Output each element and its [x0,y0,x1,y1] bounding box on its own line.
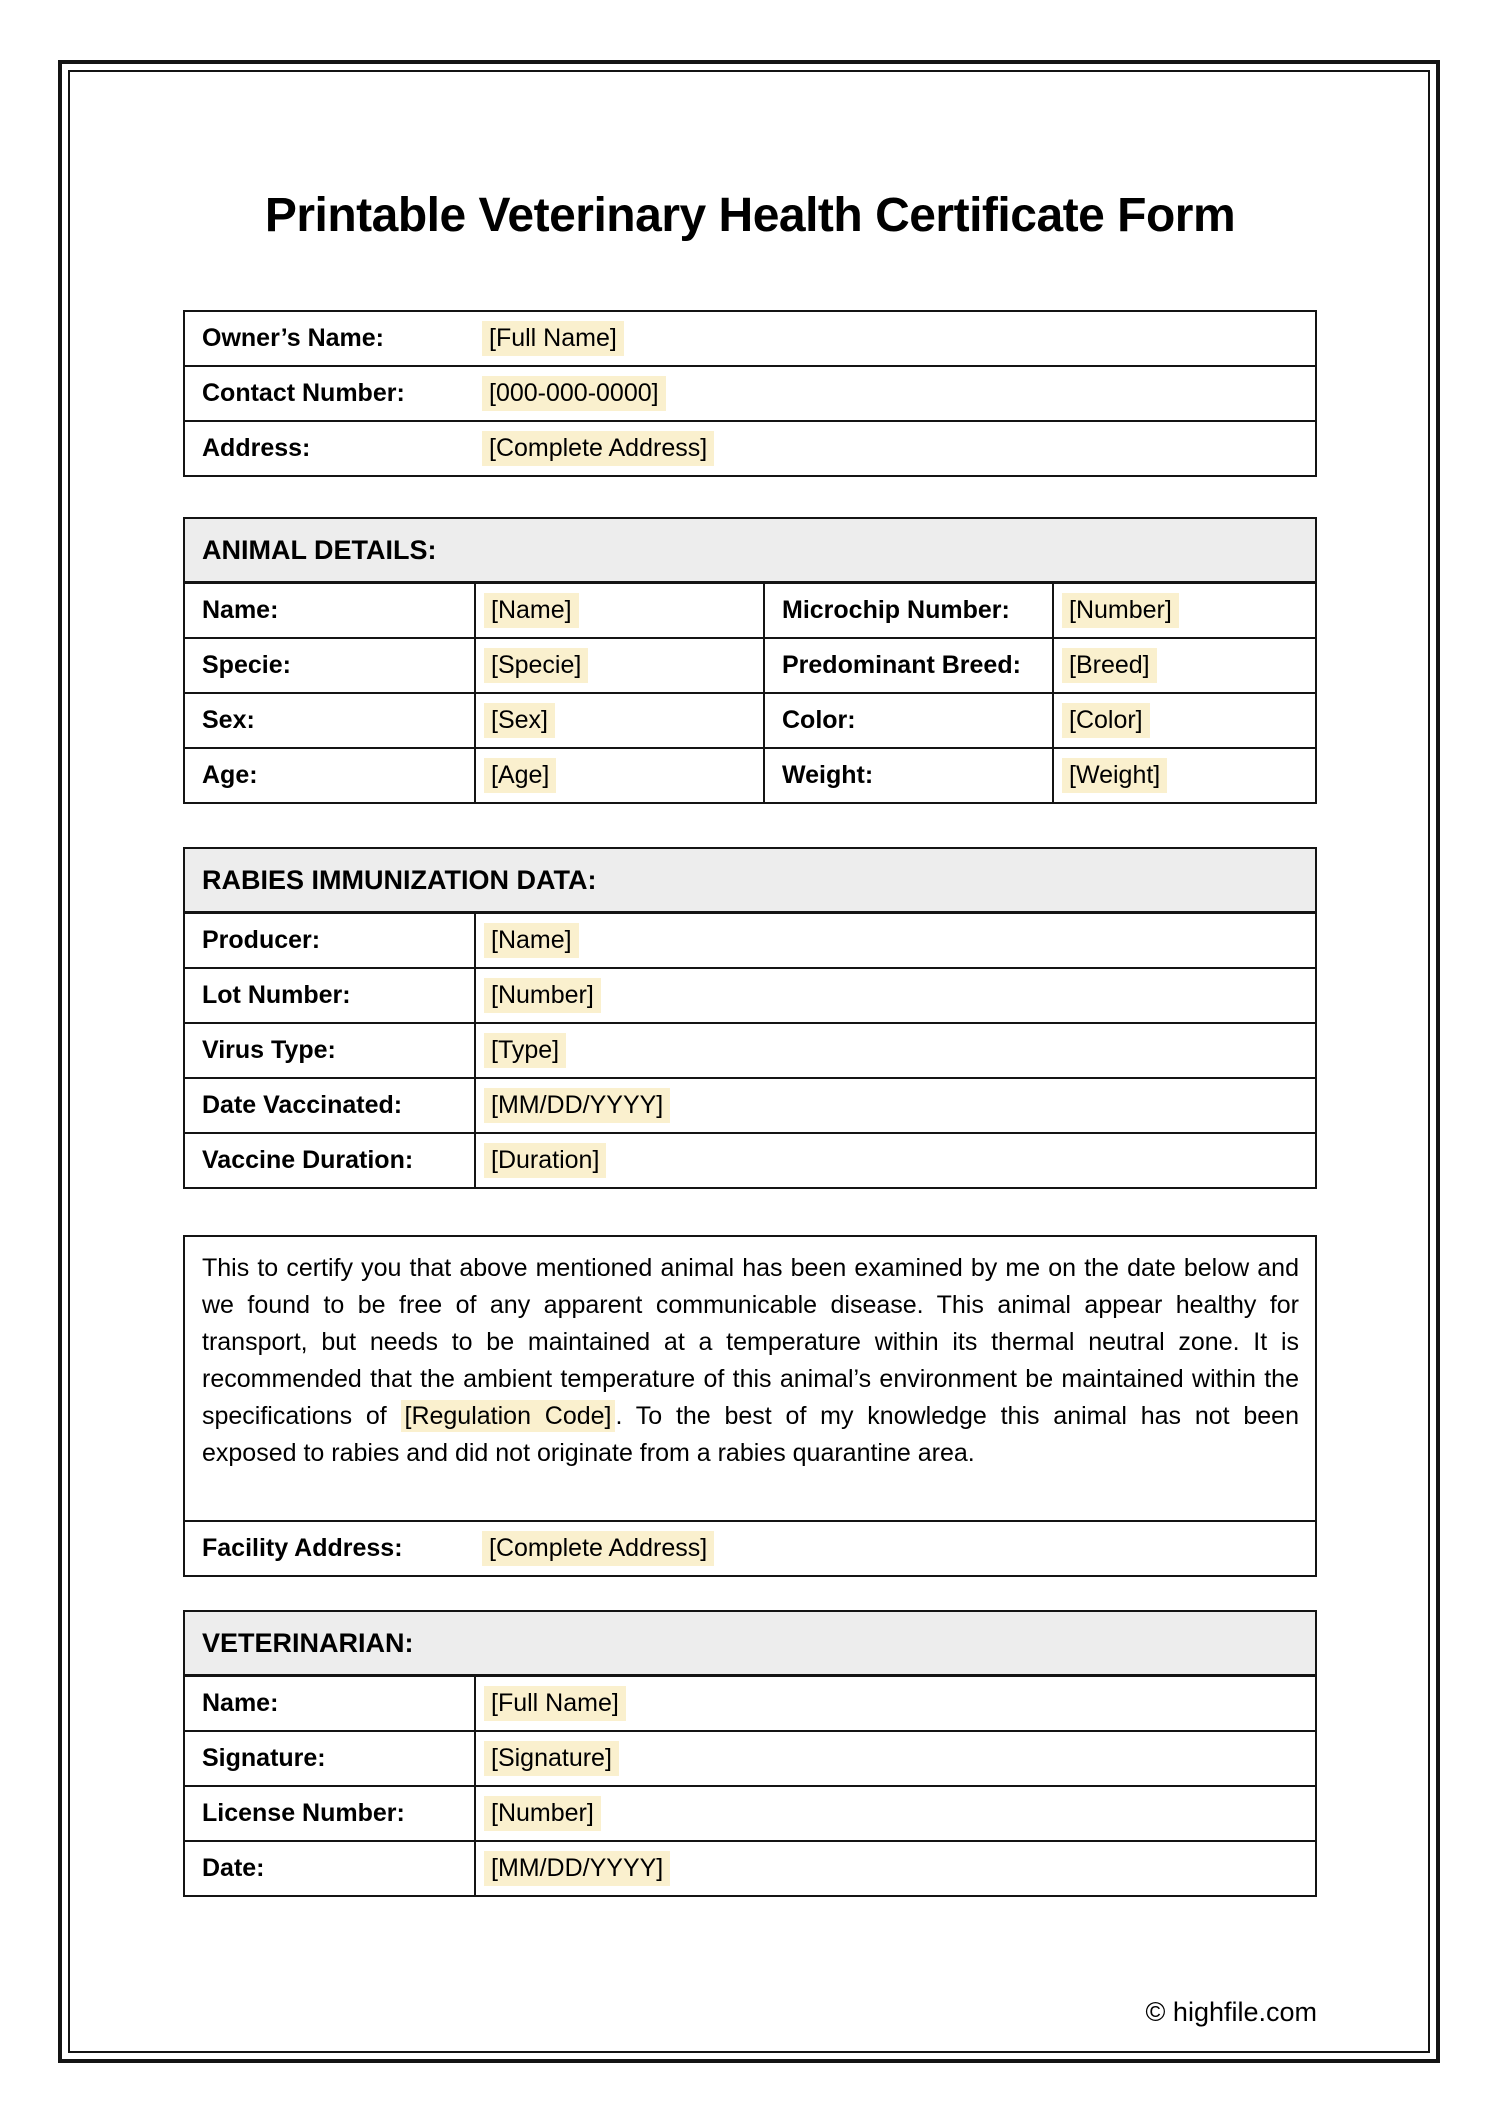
date-vaccinated-field[interactable]: [MM/DD/YYYY] [484,1088,670,1123]
predominant-breed-field[interactable]: [Breed] [1062,648,1157,683]
regulation-code-field[interactable]: [Regulation Code] [401,1400,616,1432]
veterinarian-table [183,1610,1317,1897]
animal-details-header [185,519,1315,584]
vet-signature-label: Signature: [202,1744,326,1772]
certification-paragraph [185,1237,1315,1520]
vet-signature-field[interactable]: [Signature] [484,1741,619,1776]
owner-name-value-cell [474,312,1315,365]
certification-text-before: This to certify you that above mentioned animal has been examined by me on the date below and we found to be free of any apparent communicable disease. This animal appear healthy for transport, but needs to be maintained at a temperature within its thermal neutral zone. It is recommended that the ambient temperature of this animal’s environment be maintained within the specifications of [202,1254,1299,1430]
animal-details-table [183,517,1317,804]
facility-address-value-cell [474,1522,1315,1575]
facility-address-field[interactable]: [Complete Address] [482,1531,714,1566]
producer-field[interactable]: [Name] [484,923,579,958]
weight-label: Weight: [763,749,1052,802]
date-vaccinated-value-cell [474,1079,1315,1132]
rabies-header [185,849,1315,914]
facility-address-label: Facility Address: [202,1534,403,1562]
certification-text-after: . To the best of my knowledge this animal has not been exposed to rabies and did not originate from a rabies quarantine area. [202,1402,1299,1467]
animal-name-field[interactable]: [Name] [484,593,579,628]
lot-number-value-cell [474,969,1315,1022]
contact-number-value-cell [474,367,1315,420]
animal-row-sex-color [185,692,1315,747]
lot-number-field[interactable]: [Number] [484,978,601,1013]
virus-type-label: Virus Type: [202,1036,336,1064]
vet-name-value-cell [474,1677,1315,1730]
date-vaccinated-label: Date Vaccinated: [202,1091,403,1119]
sex-value-cell [474,694,763,747]
vaccine-duration-label: Vaccine Duration: [202,1146,414,1174]
lot-number-row [185,967,1315,1022]
vet-license-field[interactable]: [Number] [484,1796,601,1831]
address-field[interactable]: [Complete Address] [482,431,714,466]
owner-info-table [183,310,1317,477]
sex-field[interactable]: [Sex] [484,703,555,738]
lot-number-label: Lot Number: [202,981,351,1009]
facility-address-row [185,1520,1315,1575]
address-value-cell [474,422,1315,475]
contact-number-row [185,365,1315,420]
specie-value-cell [474,639,763,692]
virus-type-row [185,1022,1315,1077]
color-field[interactable]: [Color] [1062,703,1150,738]
vet-date-field[interactable]: [MM/DD/YYYY] [484,1851,670,1886]
footer-credit: © highfile.com [1145,1997,1317,2027]
weight-value-cell [1052,749,1315,802]
microchip-number-label: Microchip Number: [763,584,1052,637]
vaccine-duration-field[interactable]: [Duration] [484,1143,606,1178]
microchip-number-field[interactable]: [Number] [1062,593,1179,628]
animal-details-header-text: ANIMAL DETAILS: [202,534,437,565]
producer-label: Producer: [202,926,321,954]
contact-number-field[interactable]: [000-000-0000] [482,376,666,411]
vet-date-value-cell [474,1842,1315,1895]
veterinarian-header [185,1612,1315,1677]
address-row [185,420,1315,475]
rabies-header-text: RABIES IMMUNIZATION DATA: [202,864,597,895]
producer-value-cell [474,914,1315,967]
weight-field[interactable]: [Weight] [1062,758,1167,793]
age-label: Age: [202,761,258,789]
date-vaccinated-row [185,1077,1315,1132]
color-label: Color: [763,694,1052,747]
specie-label: Specie: [202,651,291,679]
virus-type-field[interactable]: [Type] [484,1033,566,1068]
age-value-cell [474,749,763,802]
page-title: Printable Veterinary Health Certificate Form [264,189,1236,242]
predominant-breed-value-cell [1052,639,1315,692]
vet-signature-row [185,1730,1315,1785]
address-label: Address: [202,434,311,462]
contact-number-label: Contact Number: [202,379,405,407]
age-field[interactable]: [Age] [484,758,556,793]
vaccine-duration-row [185,1132,1315,1187]
vet-license-row [185,1785,1315,1840]
microchip-number-value-cell [1052,584,1315,637]
vaccine-duration-value-cell [474,1134,1315,1187]
producer-row [185,914,1315,967]
sex-label: Sex: [202,706,255,734]
vet-name-label: Name: [202,1689,279,1717]
certification-box [183,1235,1317,1577]
animal-row-name-microchip [185,584,1315,637]
animal-name-value-cell [474,584,763,637]
vet-signature-value-cell [474,1732,1315,1785]
owner-name-label: Owner’s Name: [202,324,385,352]
animal-row-age-weight [185,747,1315,802]
vet-date-label: Date: [202,1854,265,1882]
rabies-immunization-table [183,847,1317,1189]
page-content [183,0,1317,2028]
predominant-breed-label: Predominant Breed: [763,639,1052,692]
vet-name-field[interactable]: [Full Name] [484,1686,626,1721]
virus-type-value-cell [474,1024,1315,1077]
owner-name-field[interactable]: [Full Name] [482,321,624,356]
animal-row-specie-breed [185,637,1315,692]
animal-name-label: Name: [202,596,279,624]
veterinarian-header-text: VETERINARIAN: [202,1627,414,1658]
specie-field[interactable]: [Specie] [484,648,588,683]
owner-name-row [185,312,1315,365]
vet-name-row [185,1677,1315,1730]
vet-license-value-cell [474,1787,1315,1840]
vet-date-row [185,1840,1315,1895]
vet-license-label: License Number: [202,1799,405,1827]
color-value-cell [1052,694,1315,747]
